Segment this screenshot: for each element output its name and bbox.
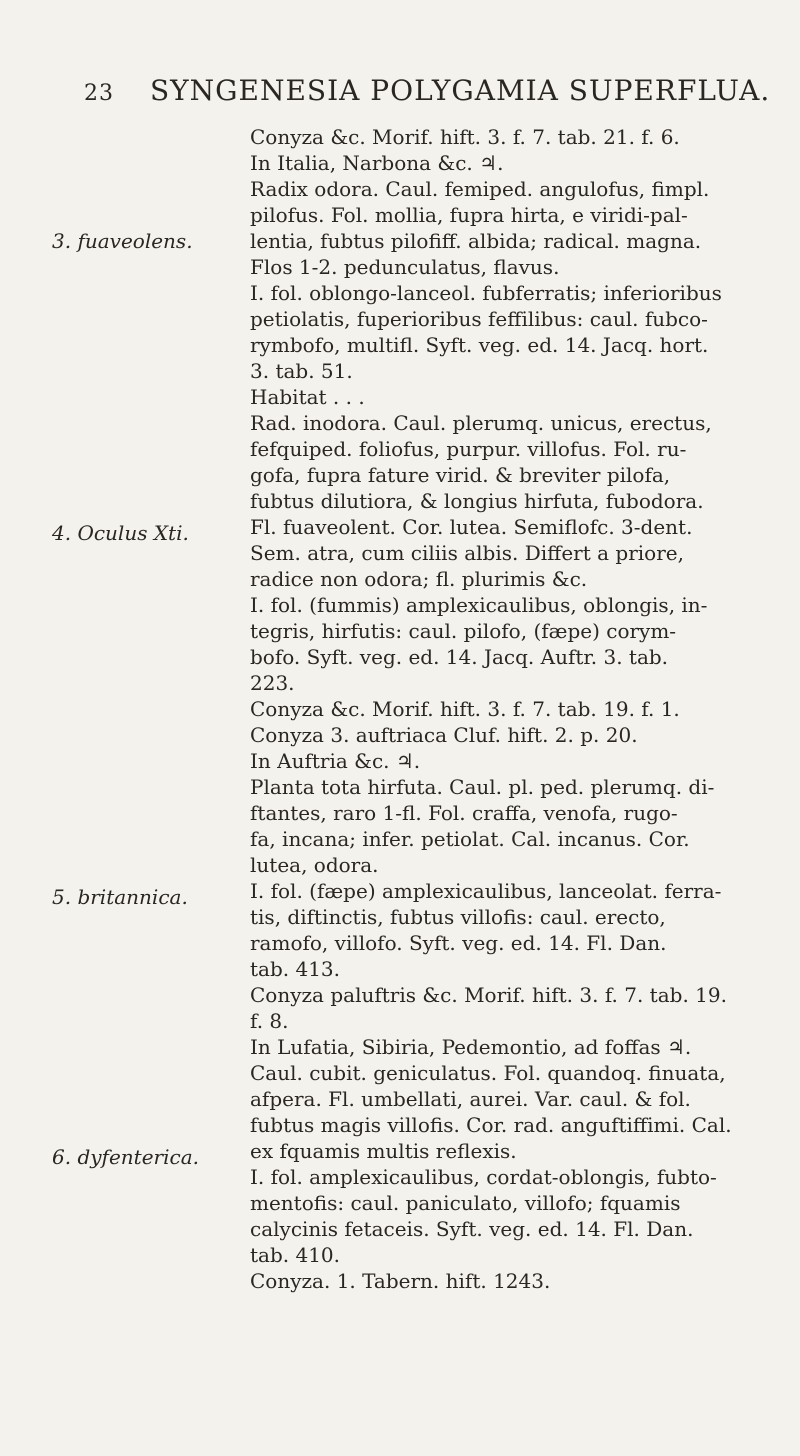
text-line: gofa, fupra fature virid. & breviter pilofa, <box>250 463 671 487</box>
page-number: 23 <box>84 81 114 106</box>
text-line: fubtus dilutiora, & longius hirfuta, fubodora. <box>250 489 704 513</box>
text-line: Fl. fuaveolent. Cor. lutea. Semiflofc. 3-dent. <box>250 515 693 539</box>
text-line: I. fol. (fæpe) amplexicaulibus, lanceolat. ferra- <box>250 879 722 903</box>
text-line: Radix odora. Caul. femiped. angulofus, fimpl. <box>250 177 710 201</box>
species-label: 5. britannica. <box>52 885 188 909</box>
text-line: afpera. Fl. umbellati, aurei. Var. caul. & fol. <box>250 1087 691 1111</box>
text-line: Sem. atra, cum ciliis albis. Differt a priore, <box>250 541 684 565</box>
running-title: SYNGENESIA POLYGAMIA SUPERFLUA. <box>150 74 771 107</box>
text-line: 223. <box>250 671 295 695</box>
text-line: bofo. Syft. veg. ed. 14. Jacq. Auftr. 3. tab. <box>250 645 669 669</box>
text-line: Conyza &c. Morif. hift. 3. f. 7. tab. 21. f. 6. <box>250 125 680 149</box>
text-line: fefquiped. foliofus, purpur. villofus. Fol. ru- <box>250 437 687 461</box>
text-line: tis, diftinctis, fubtus villofis: caul. erecto, <box>250 905 666 929</box>
text-line: radice non odora; fl. plurimis &c. <box>250 567 588 591</box>
text-line: fubtus magis villofis. Cor. rad. anguftiffimi. Cal. <box>250 1113 732 1137</box>
text-line: Caul. cubit. geniculatus. Fol. quandoq. finuata, <box>250 1061 726 1085</box>
text-line: Planta tota hirfuta. Caul. pl. ped. plerumq. di- <box>250 775 715 799</box>
text-line: pilofus. Fol. mollia, fupra hirta, e viridi-pal- <box>250 203 688 227</box>
species-label: 4. Oculus Xti. <box>52 521 189 545</box>
text-line: Flos 1-2. pedunculatus, flavus. <box>250 255 560 279</box>
text-line: lentia, fubtus pilofiff. albida; radical. magna. <box>250 229 702 253</box>
text-line: Conyza 3. auftriaca Cluf. hift. 2. p. 20. <box>250 723 638 747</box>
text-line: In Lufatia, Sibiria, Pedemontio, ad foffas ♃. <box>250 1035 692 1059</box>
text-line: tab. 413. <box>250 957 341 981</box>
text-line: tegris, hirfutis: caul. pilofo, (fæpe) corym- <box>250 619 677 643</box>
page-header <box>84 74 770 107</box>
text-line: ramofo, villofo. Syft. veg. ed. 14. Fl. Dan. <box>250 931 667 955</box>
text-line: fa, incana; infer. petiolat. Cal. incanus. Cor. <box>250 827 690 851</box>
text-line: Habitat . . . <box>250 385 365 409</box>
text-line: In Italia, Narbona &c. ♃. <box>250 151 504 175</box>
species-label: 6. dyfenterica. <box>52 1145 199 1169</box>
text-line: calycinis fetaceis. Syft. veg. ed. 14. Fl. Dan. <box>250 1217 694 1241</box>
text-line: Conyza paluftris &c. Morif. hift. 3. f. 7. tab. 19. <box>250 983 727 1007</box>
text-line: In Auftria &c. ♃. <box>250 749 421 773</box>
text-line: I. fol. (fummis) amplexicaulibus, oblongis, in- <box>250 593 708 617</box>
text-line: ftantes, raro 1-fl. Fol. craffa, venofa, rugo- <box>250 801 678 825</box>
text-line: Conyza &c. Morif. hift. 3. f. 7. tab. 19. f. 1. <box>250 697 680 721</box>
text-line: mentofis: caul. paniculato, villofo; fquamis <box>250 1191 681 1215</box>
text-line: Rad. inodora. Caul. plerumq. unicus, erectus, <box>250 411 712 435</box>
text-line: Conyza. 1. Tabern. hift. 1243. <box>250 1269 551 1293</box>
text-line: petiolatis, fuperioribus feffilibus: caul. fubco- <box>250 307 708 331</box>
text-line: I. fol. oblongo-lanceol. fubferratis; inferioribus <box>250 281 722 305</box>
text-line: ex fquamis multis reflexis. <box>250 1139 517 1163</box>
text-line: I. fol. amplexicaulibus, cordat-oblongis, fubto- <box>250 1165 717 1189</box>
text-line: rymbofo, multifl. Syft. veg. ed. 14. Jacq. hort. <box>250 333 709 357</box>
species-label: 3. fuaveolens. <box>52 229 193 253</box>
text-line: lutea, odora. <box>250 853 379 877</box>
text-line: f. 8. <box>250 1009 289 1033</box>
text-line: 3. tab. 51. <box>250 359 353 383</box>
text-line: tab. 410. <box>250 1243 341 1267</box>
